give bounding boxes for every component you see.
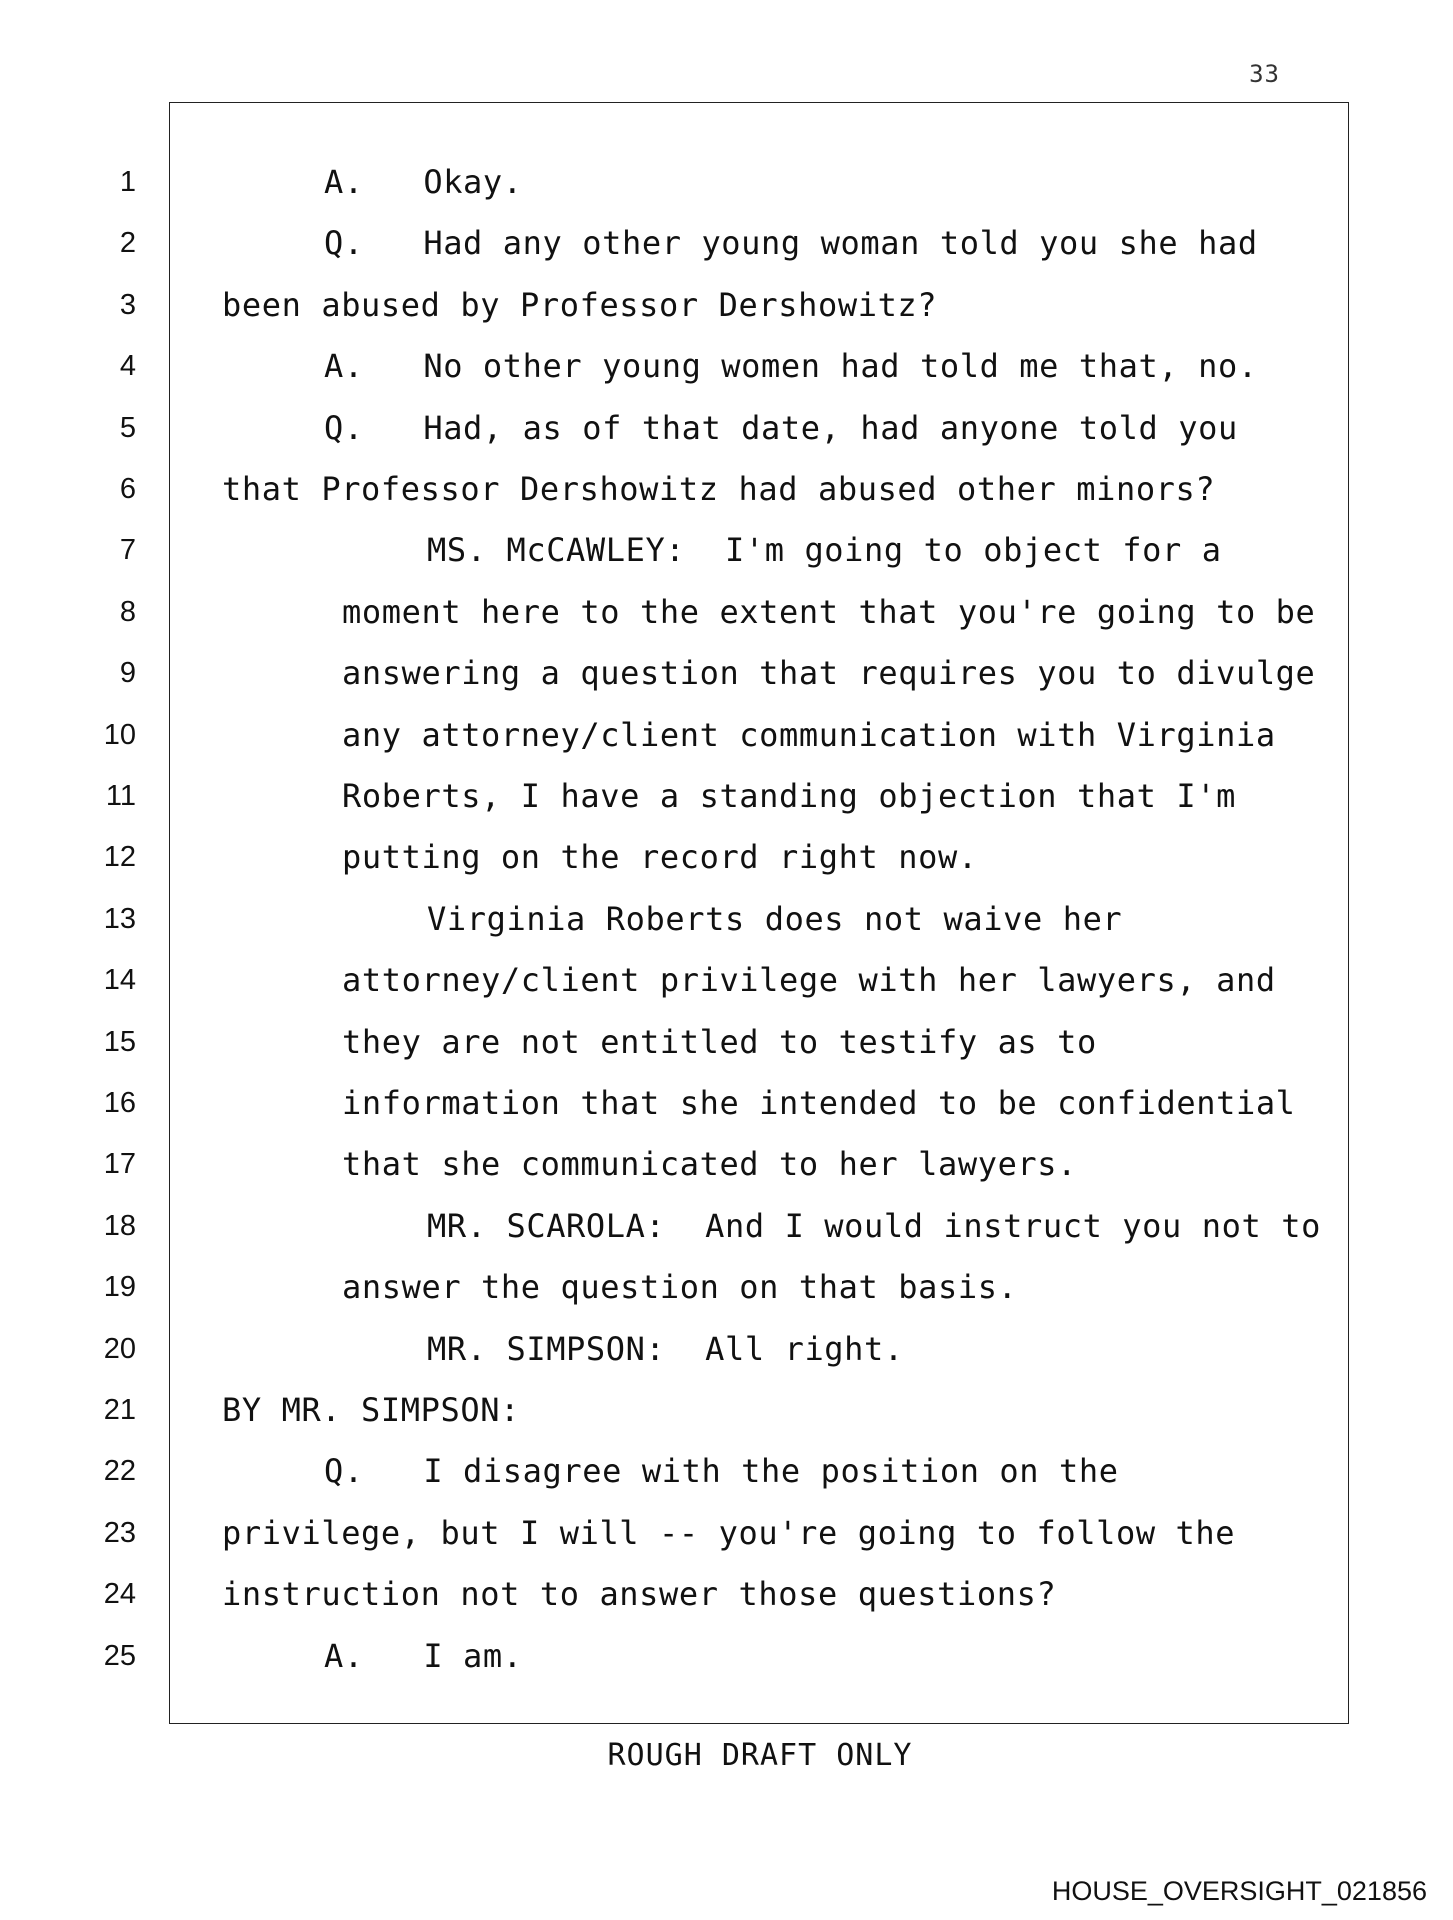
line-number: 7 (119, 534, 136, 567)
line-text: moment here to the extent that you're going to be (342, 592, 1316, 631)
transcript-line (0, 1196, 1453, 1257)
line-text: privilege, but I will -- you're going to follow the (222, 1513, 1236, 1552)
line-number: 16 (103, 1087, 136, 1119)
transcript-line (0, 766, 1453, 827)
transcript-line (0, 705, 1453, 766)
line-number: 19 (103, 1271, 136, 1304)
rough-draft-notice: ROUGH DRAFT ONLY (607, 1738, 913, 1773)
line-text: that Professor Dershowitz had abused other minors? (222, 470, 1216, 508)
line-text: been abused by Professor Dershowitz? (222, 285, 938, 324)
line-number: 13 (103, 902, 136, 935)
page-number: 33 (1249, 60, 1280, 88)
line-text: A. Okay. (324, 163, 523, 201)
line-text: A. No other young women had told me that, no. (324, 347, 1258, 386)
transcript-line (0, 1564, 1453, 1625)
line-text: Q. I disagree with the position on the (324, 1452, 1119, 1491)
line-text: putting on the record right now. (342, 838, 978, 877)
line-number: 25 (103, 1639, 136, 1672)
line-text: Virginia Roberts does not waive her (427, 899, 1123, 938)
line-text: that she communicated to her lawyers. (342, 1145, 1078, 1184)
transcript-line (0, 950, 1453, 1011)
line-text: attorney/client privilege with her lawyers, and (342, 961, 1276, 1000)
line-number: 6 (119, 473, 136, 505)
line-number: 15 (103, 1025, 136, 1058)
transcript-line (0, 520, 1453, 581)
line-number: 1 (119, 166, 136, 198)
transcript-line (0, 827, 1453, 888)
line-text: information that she intended to be confidential (342, 1084, 1296, 1122)
line-number: 23 (103, 1516, 136, 1549)
transcript-line (0, 1073, 1453, 1134)
transcript-line (0, 1134, 1453, 1195)
line-text: answer the question on that basis. (342, 1268, 1018, 1307)
transcript-line (0, 1626, 1453, 1687)
transcript-line (0, 1012, 1453, 1073)
transcript-line (0, 275, 1453, 336)
line-text: Q. Had any other young woman told you she had (324, 224, 1258, 263)
transcript-line (0, 1441, 1453, 1502)
transcript-line (0, 643, 1453, 704)
line-text: they are not entitled to testify as to (342, 1022, 1097, 1061)
transcript-line (0, 336, 1453, 397)
line-number: 4 (119, 350, 136, 383)
line-text: A. I am. (324, 1636, 523, 1675)
line-number: 8 (119, 595, 136, 628)
line-text: MR. SIMPSON: All right. (427, 1329, 904, 1368)
transcript-line (0, 889, 1453, 950)
line-text: Roberts, I have a standing objection that I'm (342, 777, 1236, 815)
transcript-line (0, 1503, 1453, 1564)
transcript-line (0, 1319, 1453, 1380)
line-number: 2 (119, 227, 136, 260)
bates-number: HOUSE_OVERSIGHT_021856 (1051, 1876, 1427, 1906)
line-text: Q. Had, as of that date, had anyone told you (324, 408, 1238, 447)
line-number: 17 (103, 1148, 136, 1181)
transcript-line (0, 398, 1453, 459)
line-text: BY MR. SIMPSON: (222, 1391, 520, 1429)
line-number: 22 (103, 1455, 136, 1488)
transcript-line (0, 213, 1453, 274)
transcript-line (0, 1380, 1453, 1441)
line-number: 18 (103, 1209, 136, 1242)
line-number: 10 (103, 718, 136, 751)
line-text: MR. SCAROLA: And I would instruct you not to (427, 1206, 1321, 1245)
line-text: answering a question that requires you to divulge (342, 654, 1316, 693)
transcript-line (0, 459, 1453, 520)
line-number: 21 (103, 1394, 136, 1426)
transcript-line (0, 1257, 1453, 1318)
line-number: 5 (119, 411, 136, 444)
transcript-line (0, 582, 1453, 643)
line-number: 12 (103, 841, 136, 874)
line-text: any attorney/client communication with Virginia (342, 715, 1276, 754)
line-number: 24 (103, 1578, 136, 1611)
line-number: 11 (105, 780, 136, 812)
line-text: MS. McCAWLEY: I'm going to object for a (427, 531, 1222, 570)
line-number: 9 (119, 657, 136, 690)
line-number: 20 (103, 1332, 136, 1365)
transcript-line (0, 152, 1453, 213)
line-text: instruction not to answer those questions? (222, 1575, 1057, 1614)
line-number: 14 (103, 964, 136, 997)
line-number: 3 (119, 288, 136, 321)
